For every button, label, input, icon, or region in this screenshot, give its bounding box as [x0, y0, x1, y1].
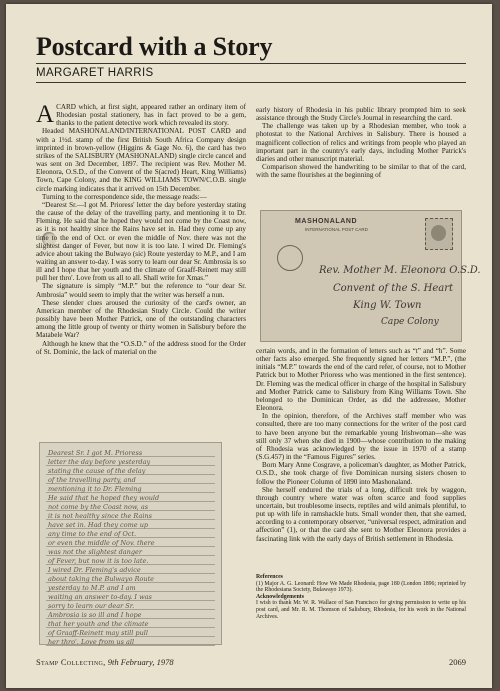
letter-handwriting-line: He said that he hoped they would: [48, 494, 160, 502]
letter-handwriting-line: sorry to learn our dear Sr.: [48, 602, 135, 610]
title-rule: [36, 63, 466, 64]
references-heading: References: [256, 574, 283, 580]
letter-handwriting-line: yesterday to M.P. and I am: [48, 584, 136, 592]
postcard-heading: MASHONALAND: [295, 218, 358, 225]
body-paragraph: Turning to the correspondence side, the message reads:—: [42, 192, 207, 201]
letter-handwriting-line: her thro'. Love from us all: [48, 638, 135, 646]
quoted-message: “Dearest Sr.—I got M. Prioress' letter the day before yesterday stating the cause of the delay of the travelling party, and mentioning it to Dr. Fleming. He said that he hoped they would not come by the Coast now, as it is not healthy since the Rains have set in. Had they come up any time to the end of Oct. or even the middle of Nov. there was not the slightest danger of Fever, but now it is too late. I wired Dr. Fleming's advice about taking the Bulwayo (sic) Route yesterday to M.P., and I am waiting an answer to-day. I was sorry to learn our dear Sr. Ambrosia is so ill and I hope that her youth and the climate of Graaff-Reinett may still pull her thro'. Love from us all to all. Shall write for Xmas.”: [36, 200, 246, 283]
letter-handwriting-line: any time to the end of Oct.: [48, 530, 137, 538]
letter-handwriting-line: of Fever, but now it is too late.: [48, 557, 149, 565]
letter-handwriting-line: it is not healthy since the Rains: [48, 512, 152, 520]
reference-item: (1) Major A. G. Leonard: How We Made Rhodesia, page 180 (London 1896; reprinted by the Rhodesiana Society, Bulawayo 1973).: [256, 580, 466, 594]
letter-handwriting-line: waiting an answer to-day. I was: [48, 593, 152, 601]
article-title: Postcard with a Story: [36, 32, 273, 61]
letter-handwriting-line: have set in. Had they come up: [48, 521, 149, 529]
letter-handwriting-line: of Graaff-Reinett may still pull: [48, 629, 148, 637]
letter-handwriting-line: letter the day before yesterday: [48, 458, 151, 466]
body-paragraph: certain words, and in the formation of letters such as “t” and “h”. Some other facts also emerged. She frequently signed her letters “M.P.”, (the initials “M.P.” towards the end of the card refer, of course, not to Mother Patrick but to Mother Prioress who was mentioned in the first sentence). Dr. Fleming was the medical officer in charge of the hospital in Salisbury and Mother Patrick came to Salisbury from King Williams Town. She belonged to the Dominican Order, as did the addressee, Mother Eleonora.: [256, 347, 466, 413]
letter-handwriting-line: stating the cause of the delay: [48, 467, 146, 475]
body-paragraph: early history of Rhodesia in his public library prompted him to seek assistance through the Study Circle's Journal in researching the card.: [256, 106, 466, 123]
letter-handwriting-line: Dearest Sr. I got M. Prioress: [48, 449, 143, 457]
body-paragraph: Comparison showed the handwriting to be similar to that of the card, with the same flourishes at the beginning of: [256, 163, 466, 180]
page-number: 2069: [449, 657, 466, 667]
body-paragraph: The challenge was taken up by a Rhodesian member, who took a photostat to the National Archives in Salisbury. There is housed a magnificent collection of relics and writings from people who played an important part in the country's early days, including Mother Patrick's diaries and other manuscript material.: [256, 122, 466, 163]
right-column-bottom: [256, 347, 466, 572]
body-paragraph: She herself endured the trials of a long, difficult trek by waggon, through country where water was often scarce and food supplies uncertain, but troublesome insects, reptiles and wild animals plentiful, to put up with life in ramshackle huts. Small wonder then, that she earned, according to a contemporary observer, “universal respect, admiration and affection” (1), or that the card she sent to Mother Eleonora provides a fascinating link with the early days of British settlement in Rhodesia.: [256, 485, 466, 543]
letter-handwriting-line: of the travelling party, and: [48, 476, 136, 484]
opening-paragraph: ACARD which, at first sight, appeared rather an ordinary item of Rhodesian postal stationery, has in fact proved to be a gem, thanks to the patient detective work which revealed its story.: [36, 103, 246, 128]
postcard-address-line: Cape Colony: [381, 317, 439, 327]
left-column: [36, 103, 246, 433]
acknowledgements-text: I wish to thank Mr. W. R. Wallace of San Francisco for giving permission to write up his post card, and Mr. R. M. Thomson of Salisbury, Rhodesia, for his work in the National Archives.: [256, 600, 466, 620]
letter-handwriting-line: or even the middle of Nov. there: [48, 539, 155, 547]
postcard-subheading: INTERNATIONAL POST CARD: [305, 227, 368, 232]
drop-cap: A: [36, 103, 55, 128]
body-paragraph: In the opinion, therefore, of the Archives staff member who was consulted, there are too many connections for the writer of the post card to have been anyone but the remarkable young Irishwoman—she was still only 37 when she died in 1900—whose contribution to the making of Rhodesia was acknowledged by the issue in 1970 of a stamp (S.G.457) in the “Famous Figures” series.: [256, 412, 466, 462]
publication-name: Stamp Collecting,: [36, 657, 106, 667]
references-block: [256, 574, 466, 620]
letter-handwriting-line: Ambrosia is so ill and I hope: [48, 611, 142, 619]
body-paragraph: Although he knew that the “O.S.D.” of the address stood for the Order of St. Dominic, the lack of material on the: [36, 339, 246, 356]
footer-publication: [36, 657, 174, 667]
letter-handwriting-line: mentioning it to Dr. Fleming: [48, 485, 142, 493]
letter-handwriting-line: I wired Dr. Fleming's advice: [48, 566, 141, 574]
acknowledgements-heading: Acknowledgements: [256, 593, 304, 600]
letter-handwriting-line: about taking the Bulwayo Route: [48, 575, 155, 583]
letter-handwriting-line: was not the slightest danger: [48, 548, 142, 556]
postcard-address-line: King W. Town: [353, 300, 422, 311]
postcard-address-line: Convent of the S. Heart: [333, 283, 454, 294]
letter-handwriting-line: not come by the Coast now, as: [48, 503, 149, 511]
right-column-top: [256, 106, 466, 204]
article-author: MARGARET HARRIS: [36, 67, 154, 79]
postmark-icon: [277, 245, 303, 271]
magazine-page: [6, 4, 492, 688]
postcard-image: [260, 210, 481, 342]
author-rule: [36, 82, 466, 83]
body-paragraph: Born Mary Anne Cosgrave, a policeman's daughter, as Mother Patrick, O.S.D., she took charge of five Dominican nursing sisters chosen to follow the Pioneer Column of 1890 into Mashonaland.: [256, 461, 466, 486]
body-paragraph: The signature is simply “M.P.” but the reference to “our dear Sr. Ambrosia” would seem to imply that the writer was herself a nun.: [36, 282, 246, 299]
handwritten-letter-image: [39, 442, 222, 645]
letter-handwriting-line: that her youth and the climate: [48, 620, 149, 628]
body-paragraph: Headed MASHONALAND/INTERNATIONAL POST CARD and with a 1½d. stamp of the first British South Africa Company design imprinted in brown-yellow (Higgins & Gage No. 6), the card has two strikes of the SALISBURY (MASHONALAND) single circle cancel and was sent on 3rd December, 1897. The recipient was Rev. Mother M. Eleonora, O.S.D., of the Convent of the S(acred) Heart, King Williams) Town, Cape Colony, and the KING WILLIAMS TOWN/C.O.B. single circle marking indicates that it arrived on 15th December.: [36, 127, 246, 193]
issue-date: 9th February, 1978: [107, 657, 174, 667]
imprinted-stamp: [425, 218, 453, 250]
body-paragraph: These slender clues aroused the curiosity of the card's owner, an American member of the Rhodesian Study Circle. Could the writer possibly have been Mother Patrick, one of the outstanding characters among the little group of twenty or thirty women in Salisbury before the Matabele War?: [36, 298, 246, 340]
postcard-address-line: Rev. Mother M. Eleonora O.S.D.: [319, 265, 481, 276]
